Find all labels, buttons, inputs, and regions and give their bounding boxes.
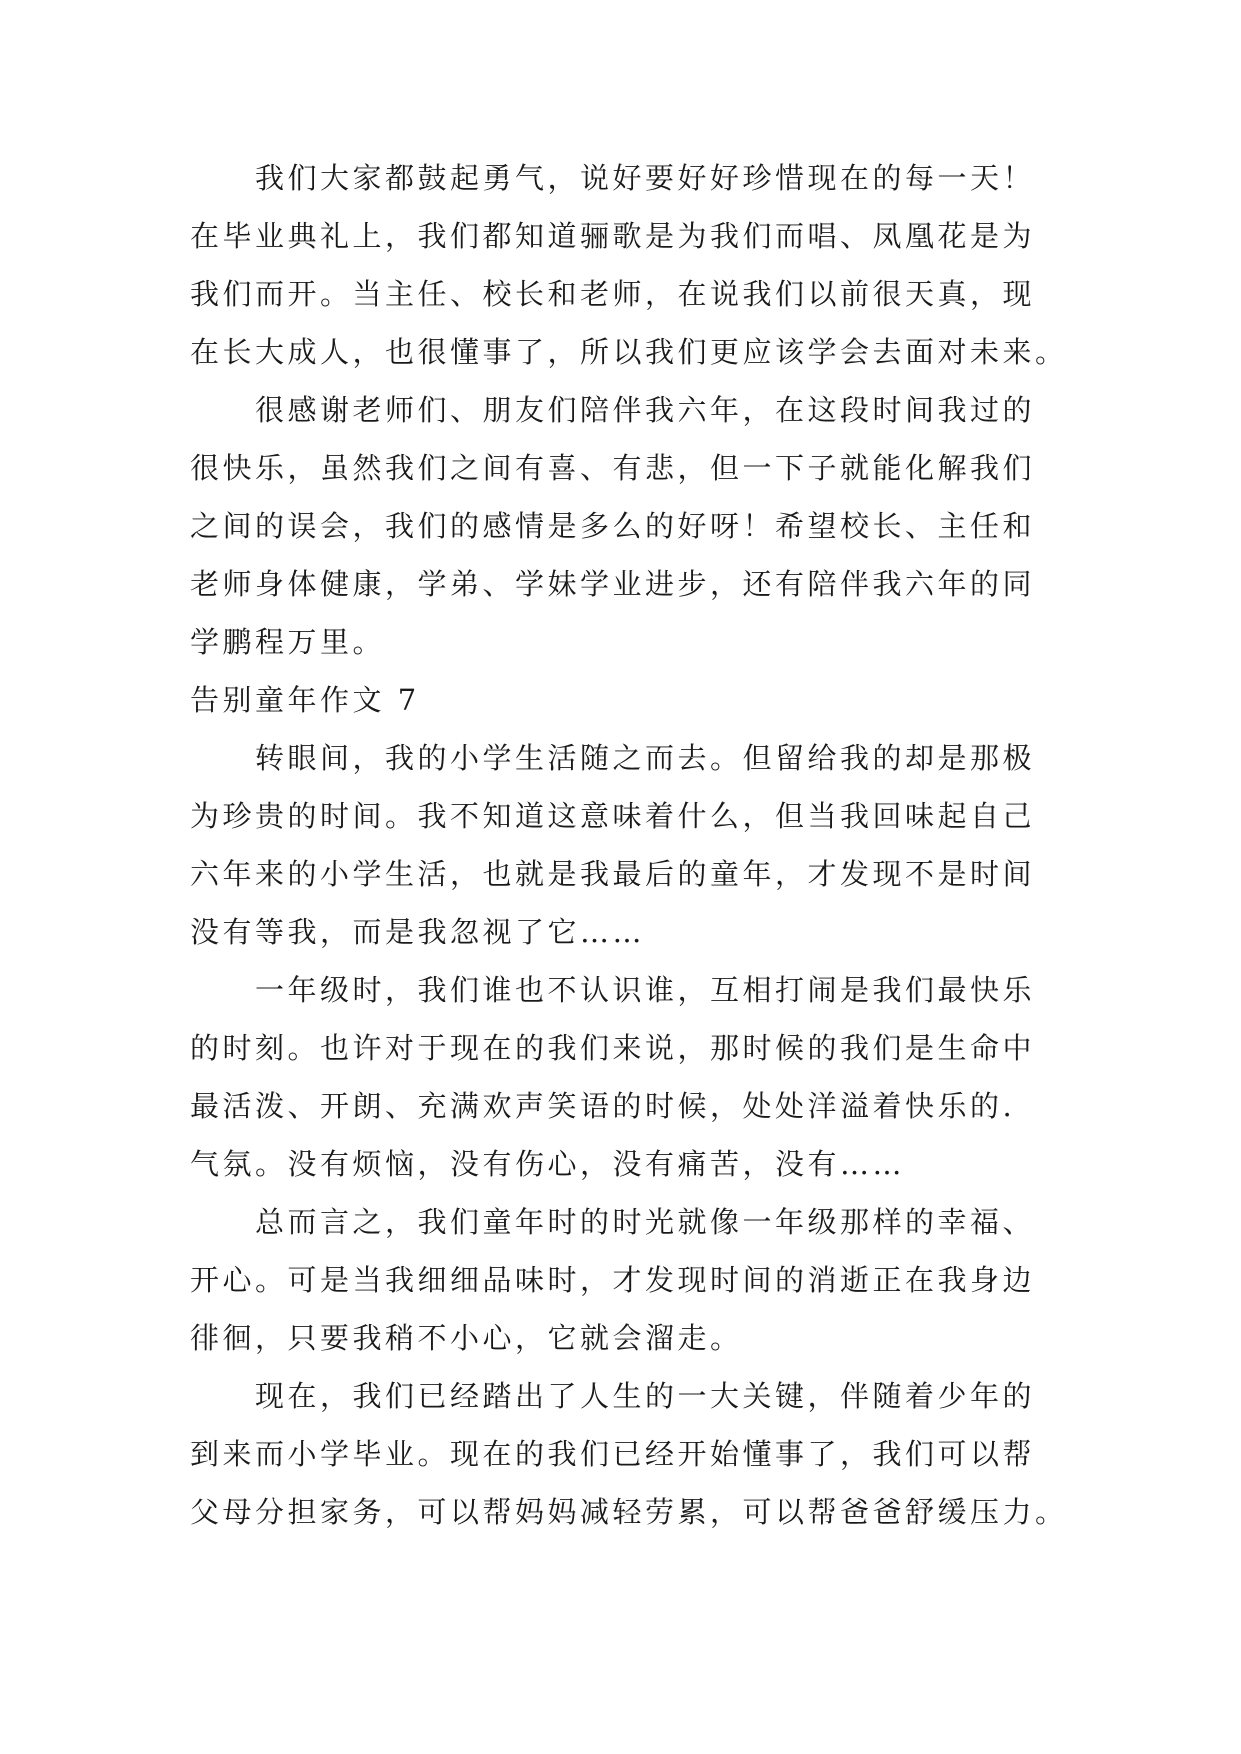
text-line-3: 我们而开。当主任、校长和老师，在说我们以前很天真，现 xyxy=(190,277,1036,311)
text-line-8: 老师身体健康，学弟、学妹学业进步，还有陪伴我六年的同 xyxy=(190,567,1036,601)
text-line-7: 之间的误会，我们的感情是多么的好呀！希望校长、主任和 xyxy=(190,509,1036,543)
text-line-19: 总而言之，我们童年时的时光就像一年级那样的幸福、 xyxy=(190,1205,1036,1239)
text-line-20: 开心。可是当我细细品味时，才发现时间的消逝正在我身边 xyxy=(190,1263,1036,1297)
section-heading: 告别童年作文 7 xyxy=(190,683,420,717)
text-line-2: 在毕业典礼上，我们都知道骊歌是为我们而唱、凤凰花是为 xyxy=(190,219,1036,253)
text-line-21: 徘徊，只要我稍不小心，它就会溜走。 xyxy=(190,1321,743,1355)
text-line-13: 六年来的小学生活，也就是我最后的童年，才发现不是时间 xyxy=(190,857,1036,891)
text-line-14: 没有等我，而是我忽视了它…… xyxy=(190,915,646,949)
text-line-23: 到来而小学毕业。现在的我们已经开始懂事了，我们可以帮 xyxy=(190,1437,1036,1471)
text-line-16: 的时刻。也许对于现在的我们来说，那时候的我们是生命中 xyxy=(190,1031,1036,1065)
text-line-1: 我们大家都鼓起勇气，说好要好好珍惜现在的每一天！ xyxy=(190,161,1036,195)
text-line-17: 最活泼、开朗、充满欢声笑语的时候，处处洋溢着快乐的. xyxy=(190,1089,1016,1123)
text-line-4: 在长大成人，也很懂事了，所以我们更应该学会去面对未来。 xyxy=(190,335,1068,369)
text-line-5: 很感谢老师们、朋友们陪伴我六年，在这段时间我过的 xyxy=(190,393,1036,427)
text-line-9: 学鹏程万里。 xyxy=(190,625,386,659)
text-line-24: 父母分担家务，可以帮妈妈减轻劳累，可以帮爸爸舒缓压力。 xyxy=(190,1495,1068,1529)
text-line-15: 一年级时，我们谁也不认识谁，互相打闹是我们最快乐 xyxy=(190,973,1036,1007)
text-line-12: 为珍贵的时间。我不知道这意味着什么，但当我回味起自己 xyxy=(190,799,1036,833)
text-line-18: 气氛。没有烦恼，没有伤心，没有痛苦，没有…… xyxy=(190,1147,906,1181)
text-line-22: 现在，我们已经踏出了人生的一大关键，伴随着少年的 xyxy=(190,1379,1036,1413)
text-line-6: 很快乐，虽然我们之间有喜、有悲，但一下子就能化解我们 xyxy=(190,451,1036,485)
text-line-11: 转眼间，我的小学生活随之而去。但留给我的却是那极 xyxy=(190,741,1036,775)
